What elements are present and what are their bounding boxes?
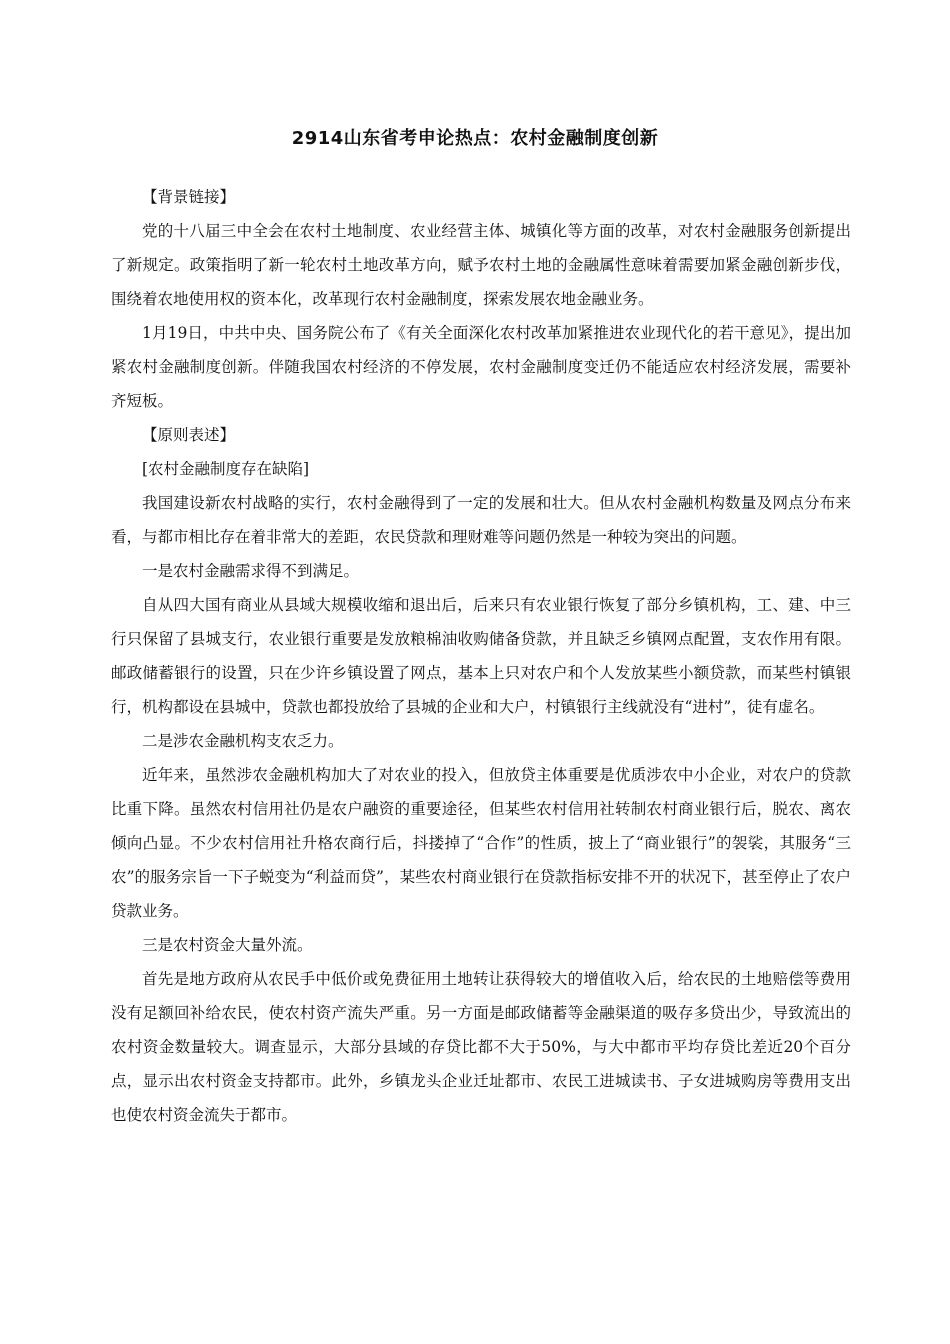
point-heading: 一是农村金融需求得不到满足。 <box>142 562 360 580</box>
paragraph: 近年来，虽然涉农金融机构加大了对农业的投入，但放贷主体重要是优质涉农中小企业，对农户的贷款比重下降。虽然农村信用社仍是农户融资的重要途径，但某些农村信用社转制农村商业银行后，脱农、离农倾向凸显。不少农村信用社升格农商行后，抖搂掉了“合作”的性质，披上了“商业银行”的袈裟，其服务“三农”的服务宗旨一下子蜕变为“利益而贷”，某些农村商业银行在贷款指标安排不开的状况下，甚至停止了农户贷款业务。 <box>111 766 851 920</box>
paragraph: 我国建设新农村战略的实行，农村金融得到了一定的发展和壮大。但从农村金融机构数量及网点分布来看，与都市相比存在着非常大的差距，农民贷款和理财难等问题仍然是一种较为突出的问题。 <box>111 494 851 546</box>
document-title: 2914山东省考申论热点：农村金融制度创新 <box>291 128 659 149</box>
point-heading: 二是涉农金融机构支农乏力。 <box>142 732 344 750</box>
paragraph: 党的十八届三中全会在农村土地制度、农业经营主体、城镇化等方面的改革，对农村金融服务创新提出了新规定。政策指明了新一轮农村土地改革方向，赋予农村土地的金融属性意味着需要加紧金融创新步伐，围绕着农地使用权的资本化，改革现行农村金融制度，探索发展农地金融业务。 <box>111 222 851 308</box>
paragraph: 1月19日，中共中央、国务院公布了《有关全面深化农村改革加紧推进农业现代化的若干意见》，提出加紧农村金融制度创新。伴随我国农村经济的不停发展，农村金融制度变迁仍不能适应农村经济发展，需要补齐短板。 <box>111 324 851 410</box>
section-heading-background: 【背景链接】 <box>142 188 236 206</box>
point-heading: 三是农村资金大量外流。 <box>142 936 313 954</box>
document-body <box>111 180 851 1132</box>
section-heading-principles: 【原则表述】 <box>142 426 236 444</box>
subheading: [农村金融制度存在缺陷] <box>142 460 310 478</box>
paragraph: 自从四大国有商业从县域大规模收缩和退出后，后来只有农业银行恢复了部分乡镇机构，工、建、中三行只保留了县城支行，农业银行重要是发放粮棉油收购储备贷款，并且缺乏乡镇网点配置，支农作用有限。邮政储蓄银行的设置，只在少许乡镇设置了网点，基本上只对农户和个人发放某些小额贷款，而某些村镇银行，机构都设在县城中，贷款也都投放给了县城的企业和大户，村镇银行主线就没有“进村”，徒有虚名。 <box>111 596 851 716</box>
paragraph: 首先是地方政府从农民手中低价或免费征用土地转让获得较大的增值收入后，给农民的土地赔偿等费用没有足额回补给农民，使农村资产流失严重。另一方面是邮政储蓄等金融渠道的吸存多贷出少，导致流出的农村资金数量较大。调查显示，大部分县域的存贷比都不大于50%，与大中都市平均存贷比差近20个百分点，显示出农村资金支持都市。此外，乡镇龙头企业迁址都市、农民工进城读书、子女进城购房等费用支出也使农村资金流失于都市。 <box>111 970 851 1124</box>
